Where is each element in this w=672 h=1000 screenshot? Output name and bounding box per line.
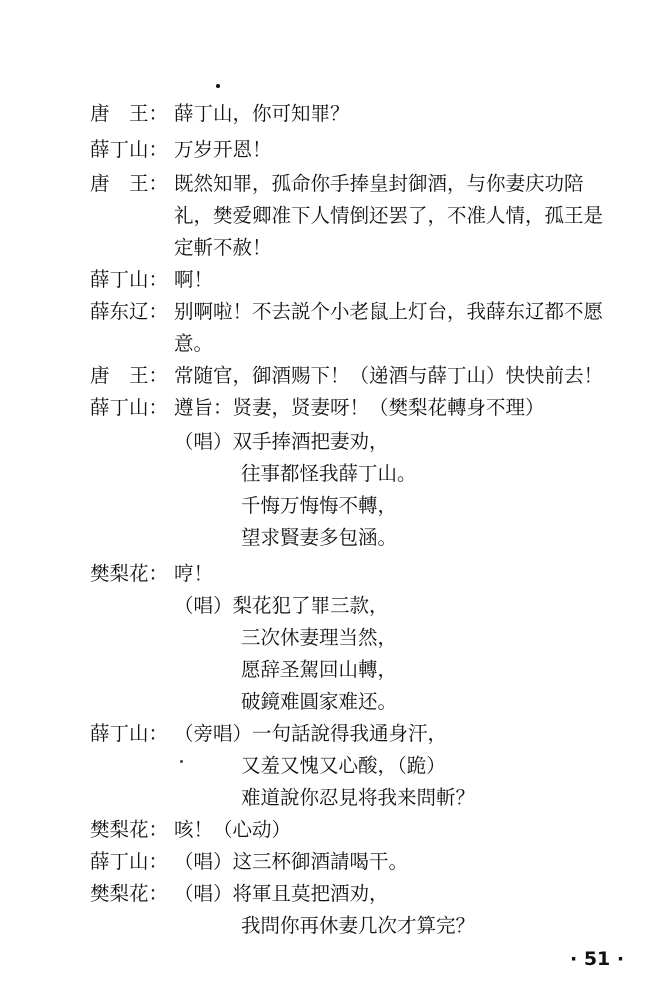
lyric-line: 破鏡难圓家难还。	[241, 690, 398, 713]
dialogue-line: 既然知罪，孤命你手捧皇封御酒，与你妻庆功陪	[174, 172, 584, 195]
lyric-line: 千悔万悔悔不轉，	[241, 494, 398, 517]
lyric-line: 难道說你忍見将我来問斬？	[241, 786, 476, 809]
dialogue-line: 意。	[174, 332, 214, 355]
speaker-label: 薛丁山：	[90, 396, 169, 419]
dialogue-line: 定斬不赦！	[174, 236, 272, 259]
dialogue-line: 薛丁山，你可知罪？	[174, 102, 350, 125]
page-number: · 51 ·	[570, 948, 625, 970]
speaker-label: 樊梨花：	[90, 562, 169, 585]
speaker-label: 薛丁山：	[90, 138, 169, 161]
dialogue-line: 万岁开恩！	[174, 138, 272, 161]
dialogue-line: 咳！（心动）	[174, 818, 292, 841]
dialogue-line: （唱）双手捧酒把妻劝，	[174, 430, 389, 453]
dialogue-line: 啊！	[174, 268, 214, 291]
lyric-line: 往事都怪我薛丁山。	[241, 462, 417, 485]
dialogue-line: （唱）梨花犯了罪三款，	[174, 594, 389, 617]
lyric-line: 又羞又愧又心酸，（跪）	[241, 754, 446, 777]
lyric-line: 我問你再休妻几次才算完？	[241, 914, 476, 937]
dialogue-line: （唱）将軍且莫把酒劝，	[174, 882, 389, 905]
dialogue-line: 别啊啦！不去説个小老鼠上灯台，我薛东辽都不愿	[174, 300, 604, 323]
speaker-label: 唐 王：	[90, 172, 169, 195]
speaker-label: 薛丁山：	[90, 268, 169, 291]
speaker-label: 薛丁山：	[90, 850, 169, 873]
dialogue-line: 哼！	[174, 562, 214, 585]
dialogue-line: 礼，樊爱卿准下人情倒还罢了，不准人情，孤王是	[174, 204, 604, 227]
lyric-line: 三次休妻理当然，	[241, 626, 398, 649]
speaker-label: 薛东辽：	[90, 300, 169, 323]
ink-speck	[180, 760, 183, 763]
lyric-line: 望求賢妻多包涵。	[241, 526, 398, 549]
speaker-label: 樊梨花：	[90, 818, 169, 841]
ink-dot	[216, 84, 220, 88]
lyric-line: 愿辞圣駕回山轉，	[241, 658, 398, 681]
dialogue-line: （旁唱）一句話說得我通身汗，	[174, 722, 448, 745]
speaker-label: 樊梨花：	[90, 882, 169, 905]
speaker-label: 唐 王：	[90, 102, 169, 125]
dialogue-line: （唱）这三杯御酒請喝干。	[174, 850, 409, 873]
speaker-label: 薛丁山：	[90, 722, 169, 745]
dialogue-line: 遵旨：贤妻，贤妻呀！（樊梨花轉身不理）	[174, 396, 545, 419]
dialogue-line: 常随官，御酒赐下！（递酒与薛丁山）快快前去！	[174, 364, 604, 387]
speaker-label: 唐 王：	[90, 364, 169, 387]
